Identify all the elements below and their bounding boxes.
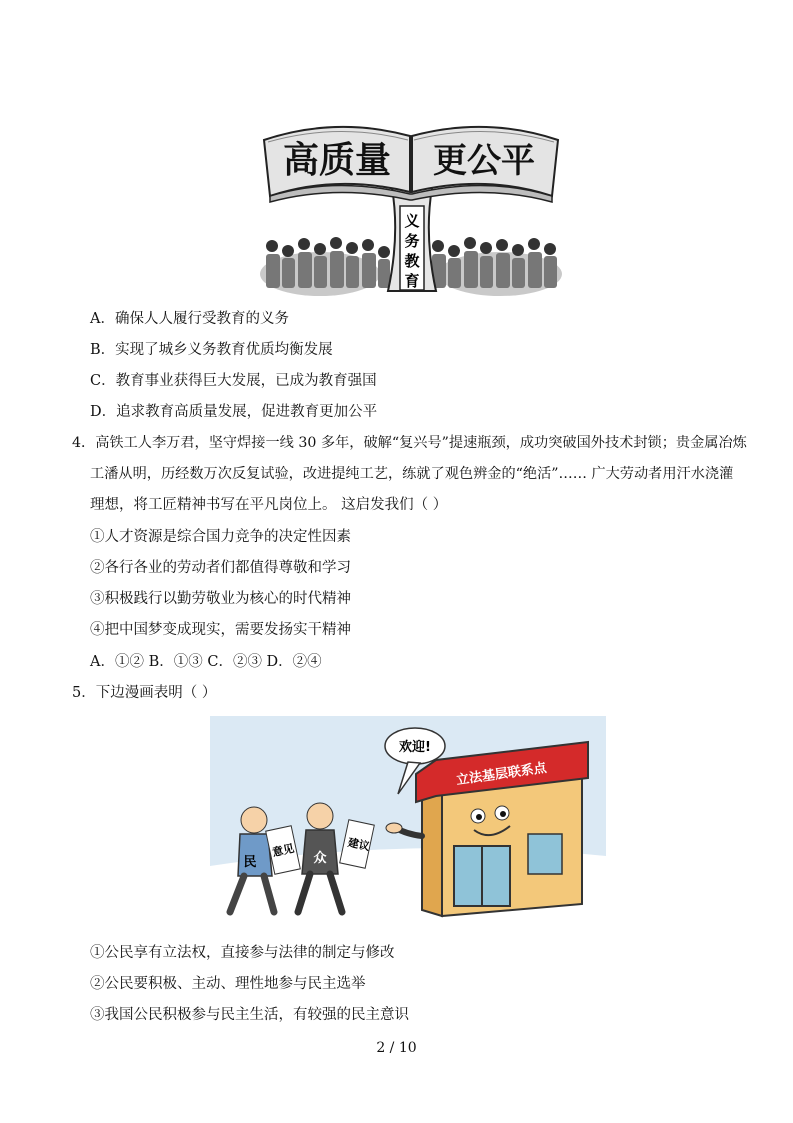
paper-text-2: 建议 bbox=[346, 835, 371, 854]
q4-stem-line-2: 工潘从明，历经数万次反复试验，改进提纯工艺，练就了观色辨金的“绝活”…… 广大劳动者用汗水浇灌 bbox=[90, 466, 734, 482]
shirt-text-2: 众 bbox=[313, 851, 327, 866]
education-book-illustration bbox=[260, 96, 562, 298]
q5-statement-1: ①公民享有立法权，直接参与法律的制定与修改 bbox=[90, 945, 395, 961]
book-right-text: 更公平 bbox=[433, 141, 535, 181]
q4-statement-4: ④把中国梦变成现实，需要发扬实干精神 bbox=[90, 622, 351, 638]
bubble-text: 欢迎! bbox=[399, 740, 431, 755]
q4-stem-line-3: 理想，将工匠精神书写在平凡岗位上。 这启发我们（ ） bbox=[90, 497, 448, 513]
q3-option-c: C．教育事业获得巨大发展，已成为教育强国 bbox=[90, 373, 377, 389]
q4-options: A．①② B．①③ C．②③ D．②④ bbox=[90, 654, 322, 670]
building-sign-text: 立法基层联系点 bbox=[455, 760, 548, 789]
q5-statement-3: ③我国公民积极参与民主生活，有较强的民主意识 bbox=[90, 1007, 409, 1023]
q3-option-d: D．追求教育高质量发展，促进教育更加公平 bbox=[90, 404, 378, 420]
q5-statement-2: ②公民要积极、主动、理性地参与民主选举 bbox=[90, 976, 366, 992]
trunk-char-1: 义 bbox=[404, 212, 420, 230]
q3-option-b: B．实现了城乡义务教育优质均衡发展 bbox=[90, 342, 333, 358]
q5-stem: 5．下边漫画表明（ ） bbox=[72, 685, 217, 701]
legislation-contact-point-cartoon bbox=[210, 716, 606, 928]
shirt-text-1: 民 bbox=[243, 855, 257, 870]
q3-option-a: A．确保人人履行受教育的义务 bbox=[90, 311, 289, 327]
trunk-char-4: 育 bbox=[404, 272, 420, 290]
trunk-char-3: 教 bbox=[404, 252, 420, 270]
q4-statement-2: ②各行各业的劳动者们都值得尊敬和学习 bbox=[90, 560, 351, 576]
q4-stem-line-1: 4．高铁工人李万君，坚守焊接一线 30 多年，破解“复兴号”提速瓶颈，成功突破国外技术封锁；贵金属冶炼 bbox=[72, 435, 747, 451]
trunk-char-2: 务 bbox=[404, 232, 420, 250]
paper-text-1: 意见 bbox=[271, 841, 296, 860]
q4-statement-3: ③积极践行以勤劳敬业为核心的时代精神 bbox=[90, 591, 351, 607]
page-number: 2 / 10 bbox=[376, 1040, 417, 1056]
q4-statement-1: ①人才资源是综合国力竞争的决定性因素 bbox=[90, 529, 351, 545]
book-left-text: 高质量 bbox=[282, 140, 392, 181]
